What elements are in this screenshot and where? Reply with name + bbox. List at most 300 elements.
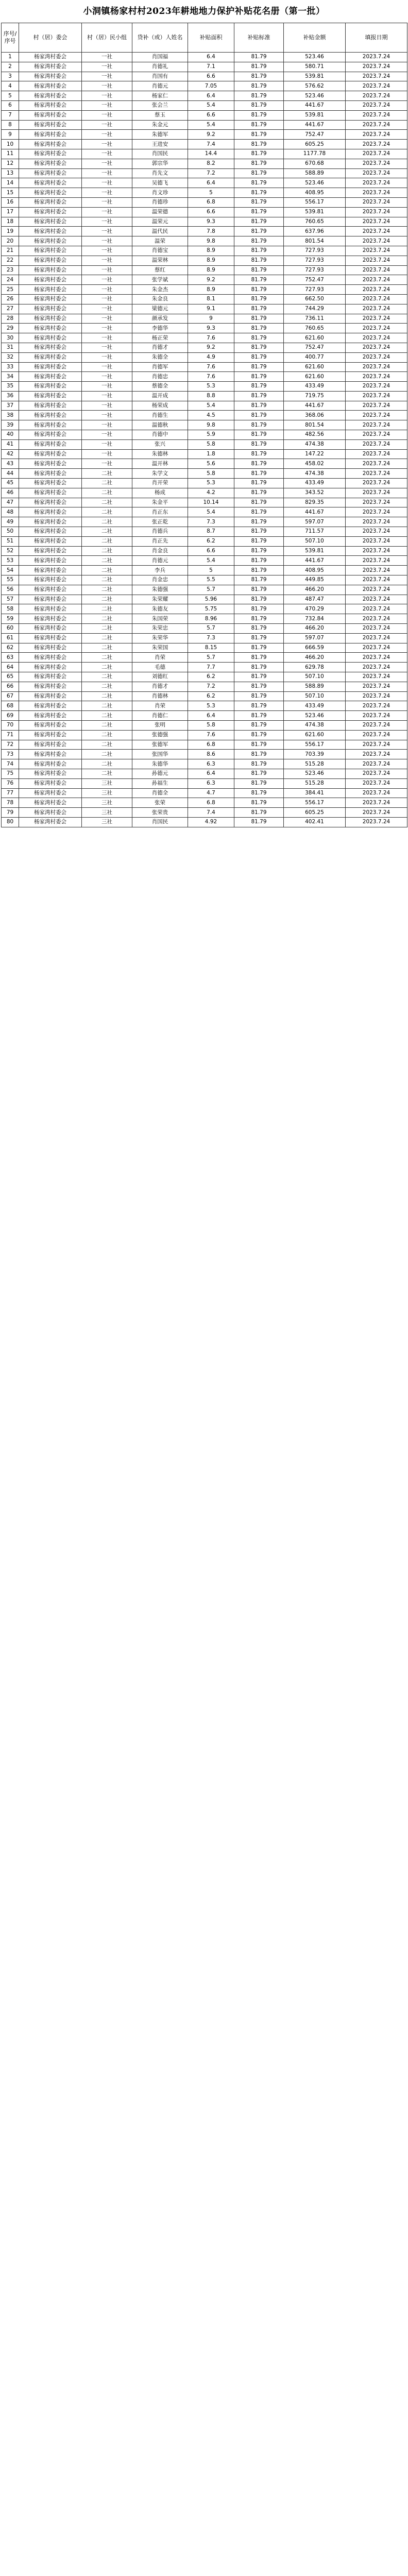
cell-village-committee: 杨家湾村委会 bbox=[19, 585, 82, 595]
cell-area: 5.7 bbox=[188, 585, 234, 595]
cell-amount: 732.84 bbox=[284, 614, 346, 624]
cell-amount: 662.50 bbox=[284, 294, 346, 304]
cell-village-committee: 杨家湾村委会 bbox=[19, 401, 82, 411]
cell-date: 2023.7.24 bbox=[346, 236, 407, 246]
cell-date: 2023.7.24 bbox=[346, 411, 407, 420]
cell-village-group: 二社 bbox=[82, 691, 132, 701]
cell-index: 64 bbox=[2, 663, 19, 672]
cell-date: 2023.7.24 bbox=[346, 769, 407, 778]
cell-village-committee: 杨家湾村委会 bbox=[19, 449, 82, 459]
cell-village-committee: 杨家湾村委会 bbox=[19, 750, 82, 759]
cell-index: 49 bbox=[2, 517, 19, 527]
cell-date: 2023.7.24 bbox=[346, 479, 407, 488]
cell-index: 79 bbox=[2, 808, 19, 818]
cell-recipient-name: 肖荣 bbox=[132, 653, 188, 663]
cell-village-committee: 杨家湾村委会 bbox=[19, 362, 82, 372]
table-row bbox=[2, 585, 407, 595]
cell-index: 58 bbox=[2, 604, 19, 614]
cell-area: 6.2 bbox=[188, 536, 234, 546]
cell-date: 2023.7.24 bbox=[346, 207, 407, 217]
cell-amount: 597.07 bbox=[284, 633, 346, 643]
document-title: 小洞镇杨家村村2023年耕地地力保护补贴花名册（第一批） bbox=[83, 6, 325, 16]
cell-recipient-name: 朱德华 bbox=[132, 759, 188, 769]
cell-amount: 433.49 bbox=[284, 479, 346, 488]
cell-index: 14 bbox=[2, 178, 19, 188]
cell-village-committee: 杨家湾村委会 bbox=[19, 604, 82, 614]
cell-recipient-name: 温开林 bbox=[132, 459, 188, 469]
cell-index: 22 bbox=[2, 256, 19, 265]
cell-amount: 539.81 bbox=[284, 546, 346, 556]
cell-area: 6.6 bbox=[188, 546, 234, 556]
cell-rate: 81.79 bbox=[234, 197, 284, 207]
cell-village-committee: 杨家湾村委会 bbox=[19, 517, 82, 527]
table-row bbox=[2, 149, 407, 159]
cell-amount: 760.65 bbox=[284, 217, 346, 227]
cell-recipient-name: 温荣德 bbox=[132, 207, 188, 217]
cell-village-group: 二社 bbox=[82, 585, 132, 595]
cell-date: 2023.7.24 bbox=[346, 265, 407, 275]
cell-date: 2023.7.24 bbox=[346, 672, 407, 682]
cell-rate: 81.79 bbox=[234, 808, 284, 818]
cell-village-committee: 杨家湾村委会 bbox=[19, 236, 82, 246]
cell-rate: 81.79 bbox=[234, 459, 284, 469]
cell-area: 5.6 bbox=[188, 459, 234, 469]
cell-amount: 736.11 bbox=[284, 314, 346, 324]
cell-village-group: 二社 bbox=[82, 595, 132, 604]
cell-amount: 539.81 bbox=[284, 72, 346, 81]
cell-index: 42 bbox=[2, 449, 19, 459]
cell-village-committee: 杨家湾村委会 bbox=[19, 527, 82, 537]
cell-date: 2023.7.24 bbox=[346, 430, 407, 440]
cell-area: 8.6 bbox=[188, 750, 234, 759]
cell-village-committee: 杨家湾村委会 bbox=[19, 159, 82, 168]
cell-amount: 576.62 bbox=[284, 81, 346, 91]
cell-date: 2023.7.24 bbox=[346, 159, 407, 168]
cell-area: 8.2 bbox=[188, 159, 234, 168]
col-header-village-committee: 村（居）委会 bbox=[19, 23, 82, 53]
cell-village-committee: 杨家湾村委会 bbox=[19, 614, 82, 624]
header-row bbox=[2, 23, 407, 53]
table-row bbox=[2, 256, 407, 265]
cell-date: 2023.7.24 bbox=[346, 614, 407, 624]
cell-date: 2023.7.24 bbox=[346, 595, 407, 604]
cell-village-committee: 杨家湾村委会 bbox=[19, 711, 82, 721]
table-row bbox=[2, 459, 407, 469]
cell-village-group: 一社 bbox=[82, 430, 132, 440]
cell-index: 70 bbox=[2, 720, 19, 730]
cell-amount: 637.96 bbox=[284, 227, 346, 236]
cell-area: 5.8 bbox=[188, 469, 234, 479]
table-row bbox=[2, 294, 407, 304]
cell-rate: 81.79 bbox=[234, 759, 284, 769]
cell-area: 7.4 bbox=[188, 140, 234, 149]
cell-date: 2023.7.24 bbox=[346, 624, 407, 634]
cell-index: 50 bbox=[2, 527, 19, 537]
cell-index: 71 bbox=[2, 730, 19, 740]
cell-recipient-name: 王进安 bbox=[132, 140, 188, 149]
cell-area: 6.8 bbox=[188, 740, 234, 750]
cell-date: 2023.7.24 bbox=[346, 420, 407, 430]
subsidy-table bbox=[1, 23, 407, 827]
cell-index: 5 bbox=[2, 91, 19, 101]
cell-rate: 81.79 bbox=[234, 352, 284, 362]
cell-area: 7.7 bbox=[188, 663, 234, 672]
document-page bbox=[0, 0, 408, 827]
cell-date: 2023.7.24 bbox=[346, 546, 407, 556]
cell-village-committee: 杨家湾村委会 bbox=[19, 546, 82, 556]
cell-village-group: 二社 bbox=[82, 672, 132, 682]
cell-village-committee: 杨家湾村委会 bbox=[19, 372, 82, 382]
cell-area: 8.8 bbox=[188, 391, 234, 401]
cell-rate: 81.79 bbox=[234, 207, 284, 217]
cell-rate: 81.79 bbox=[234, 391, 284, 401]
table-row bbox=[2, 188, 407, 198]
cell-recipient-name: 肖德才 bbox=[132, 343, 188, 352]
cell-index: 29 bbox=[2, 324, 19, 333]
cell-village-committee: 杨家湾村委会 bbox=[19, 149, 82, 159]
cell-recipient-name: 朱荣华 bbox=[132, 633, 188, 643]
cell-area: 7.3 bbox=[188, 633, 234, 643]
cell-recipient-name: 温开成 bbox=[132, 391, 188, 401]
cell-village-committee: 杨家湾村委会 bbox=[19, 411, 82, 420]
cell-rate: 81.79 bbox=[234, 633, 284, 643]
cell-area: 4.92 bbox=[188, 817, 234, 827]
cell-rate: 81.79 bbox=[234, 53, 284, 62]
cell-recipient-name: 肖德全 bbox=[132, 788, 188, 798]
cell-rate: 81.79 bbox=[234, 653, 284, 663]
table-row bbox=[2, 420, 407, 430]
cell-index: 59 bbox=[2, 614, 19, 624]
table-row bbox=[2, 411, 407, 420]
cell-recipient-name: 肖国民 bbox=[132, 817, 188, 827]
cell-area: 9.8 bbox=[188, 420, 234, 430]
cell-date: 2023.7.24 bbox=[346, 149, 407, 159]
cell-date: 2023.7.24 bbox=[346, 343, 407, 352]
cell-village-group: 一社 bbox=[82, 265, 132, 275]
cell-amount: 449.85 bbox=[284, 575, 346, 585]
cell-recipient-name: 肖国民 bbox=[132, 149, 188, 159]
cell-index: 60 bbox=[2, 624, 19, 634]
cell-index: 52 bbox=[2, 546, 19, 556]
cell-date: 2023.7.24 bbox=[346, 449, 407, 459]
cell-recipient-name: 朱学文 bbox=[132, 469, 188, 479]
cell-recipient-name: 温荣元 bbox=[132, 217, 188, 227]
cell-area: 5.3 bbox=[188, 479, 234, 488]
cell-date: 2023.7.24 bbox=[346, 53, 407, 62]
table-row bbox=[2, 479, 407, 488]
cell-amount: 760.65 bbox=[284, 324, 346, 333]
cell-village-committee: 杨家湾村委会 bbox=[19, 324, 82, 333]
cell-area: 7.4 bbox=[188, 808, 234, 818]
cell-recipient-name: 朱金杰 bbox=[132, 285, 188, 295]
cell-village-committee: 杨家湾村委会 bbox=[19, 304, 82, 314]
cell-village-group: 一社 bbox=[82, 449, 132, 459]
cell-rate: 81.79 bbox=[234, 643, 284, 653]
cell-recipient-name: 孙福生 bbox=[132, 778, 188, 788]
cell-recipient-name: 肖德生 bbox=[132, 411, 188, 420]
cell-recipient-name: 肖文珍 bbox=[132, 188, 188, 198]
cell-index: 45 bbox=[2, 479, 19, 488]
cell-village-group: 一社 bbox=[82, 100, 132, 110]
cell-village-group: 一社 bbox=[82, 401, 132, 411]
cell-rate: 81.79 bbox=[234, 362, 284, 372]
cell-date: 2023.7.24 bbox=[346, 798, 407, 808]
cell-amount: 507.10 bbox=[284, 536, 346, 546]
cell-village-group: 二社 bbox=[82, 701, 132, 711]
cell-rate: 81.79 bbox=[234, 672, 284, 682]
cell-recipient-name: 张德强 bbox=[132, 730, 188, 740]
cell-village-committee: 杨家湾村委会 bbox=[19, 246, 82, 256]
cell-rate: 81.79 bbox=[234, 720, 284, 730]
cell-village-committee: 杨家湾村委会 bbox=[19, 566, 82, 575]
table-row bbox=[2, 140, 407, 149]
cell-date: 2023.7.24 bbox=[346, 604, 407, 614]
cell-amount: 458.02 bbox=[284, 459, 346, 469]
table-row bbox=[2, 730, 407, 740]
cell-village-group: 二社 bbox=[82, 643, 132, 653]
cell-recipient-name: 朱德全 bbox=[132, 352, 188, 362]
cell-recipient-name: 吴德飞 bbox=[132, 178, 188, 188]
cell-date: 2023.7.24 bbox=[346, 701, 407, 711]
table-row bbox=[2, 120, 407, 130]
cell-recipient-name: 朱德林 bbox=[132, 449, 188, 459]
cell-amount: 556.17 bbox=[284, 740, 346, 750]
cell-village-group: 二社 bbox=[82, 469, 132, 479]
cell-amount: 666.59 bbox=[284, 643, 346, 653]
cell-date: 2023.7.24 bbox=[346, 391, 407, 401]
table-row bbox=[2, 304, 407, 314]
cell-amount: 400.77 bbox=[284, 352, 346, 362]
cell-recipient-name: 肖德忠 bbox=[132, 372, 188, 382]
cell-village-group: 二社 bbox=[82, 711, 132, 721]
cell-rate: 81.79 bbox=[234, 130, 284, 140]
cell-amount: 408.95 bbox=[284, 566, 346, 575]
cell-rate: 81.79 bbox=[234, 527, 284, 537]
table-row bbox=[2, 759, 407, 769]
cell-amount: 539.81 bbox=[284, 110, 346, 120]
cell-recipient-name: 朱金良 bbox=[132, 294, 188, 304]
cell-recipient-name: 朱德强 bbox=[132, 585, 188, 595]
cell-recipient-name: 蔡德全 bbox=[132, 382, 188, 392]
cell-date: 2023.7.24 bbox=[346, 750, 407, 759]
cell-village-group: 一社 bbox=[82, 372, 132, 382]
cell-rate: 81.79 bbox=[234, 701, 284, 711]
cell-rate: 81.79 bbox=[234, 507, 284, 517]
cell-village-group: 二社 bbox=[82, 769, 132, 778]
cell-date: 2023.7.24 bbox=[346, 439, 407, 449]
cell-amount: 466.20 bbox=[284, 653, 346, 663]
cell-date: 2023.7.24 bbox=[346, 333, 407, 343]
cell-rate: 81.79 bbox=[234, 304, 284, 314]
cell-index: 63 bbox=[2, 653, 19, 663]
cell-index: 66 bbox=[2, 682, 19, 691]
cell-village-group: 一社 bbox=[82, 333, 132, 343]
cell-rate: 81.79 bbox=[234, 517, 284, 527]
cell-area: 5.7 bbox=[188, 653, 234, 663]
cell-village-group: 一社 bbox=[82, 140, 132, 149]
cell-village-committee: 杨家湾村委会 bbox=[19, 459, 82, 469]
cell-recipient-name: 温荣林 bbox=[132, 256, 188, 265]
cell-village-committee: 杨家湾村委会 bbox=[19, 778, 82, 788]
table-row bbox=[2, 711, 407, 721]
cell-date: 2023.7.24 bbox=[346, 682, 407, 691]
cell-rate: 81.79 bbox=[234, 149, 284, 159]
cell-recipient-name: 肖德元 bbox=[132, 556, 188, 566]
table-row bbox=[2, 285, 407, 295]
cell-date: 2023.7.24 bbox=[346, 285, 407, 295]
cell-area: 6.8 bbox=[188, 798, 234, 808]
cell-index: 51 bbox=[2, 536, 19, 546]
cell-recipient-name: 李兵 bbox=[132, 566, 188, 575]
cell-recipient-name: 颜承发 bbox=[132, 314, 188, 324]
cell-index: 24 bbox=[2, 275, 19, 285]
cell-recipient-name: 朱金元 bbox=[132, 120, 188, 130]
cell-amount: 719.75 bbox=[284, 391, 346, 401]
cell-index: 21 bbox=[2, 246, 19, 256]
cell-recipient-name: 毛德 bbox=[132, 663, 188, 672]
cell-amount: 470.29 bbox=[284, 604, 346, 614]
cell-rate: 81.79 bbox=[234, 91, 284, 101]
cell-recipient-name: 肖德兵 bbox=[132, 527, 188, 537]
col-header-rate: 补贴标准 bbox=[234, 23, 284, 53]
cell-rate: 81.79 bbox=[234, 265, 284, 275]
cell-index: 1 bbox=[2, 53, 19, 62]
cell-village-group: 二社 bbox=[82, 759, 132, 769]
cell-village-group: 二社 bbox=[82, 517, 132, 527]
cell-index: 28 bbox=[2, 314, 19, 324]
cell-recipient-name: 刘德红 bbox=[132, 672, 188, 682]
cell-amount: 801.54 bbox=[284, 420, 346, 430]
cell-village-committee: 杨家湾村委会 bbox=[19, 759, 82, 769]
cell-date: 2023.7.24 bbox=[346, 178, 407, 188]
cell-recipient-name: 张兴 bbox=[132, 439, 188, 449]
cell-recipient-name: 肖先文 bbox=[132, 168, 188, 178]
cell-date: 2023.7.24 bbox=[346, 536, 407, 546]
cell-date: 2023.7.24 bbox=[346, 691, 407, 701]
cell-date: 2023.7.24 bbox=[346, 246, 407, 256]
cell-index: 20 bbox=[2, 236, 19, 246]
cell-village-group: 二社 bbox=[82, 498, 132, 507]
cell-amount: 147.22 bbox=[284, 449, 346, 459]
cell-amount: 408.95 bbox=[284, 188, 346, 198]
cell-village-committee: 杨家湾村委会 bbox=[19, 498, 82, 507]
col-header-area: 补贴面积 bbox=[188, 23, 234, 53]
cell-area: 10.14 bbox=[188, 498, 234, 507]
cell-rate: 81.79 bbox=[234, 343, 284, 352]
cell-area: 7.6 bbox=[188, 333, 234, 343]
cell-index: 46 bbox=[2, 488, 19, 498]
cell-rate: 81.79 bbox=[234, 488, 284, 498]
col-header-amount: 补贴金额 bbox=[284, 23, 346, 53]
table-row bbox=[2, 62, 407, 72]
cell-amount: 629.78 bbox=[284, 663, 346, 672]
cell-rate: 81.79 bbox=[234, 498, 284, 507]
table-row bbox=[2, 197, 407, 207]
cell-date: 2023.7.24 bbox=[346, 740, 407, 750]
cell-recipient-name: 肖金良 bbox=[132, 546, 188, 556]
cell-village-committee: 杨家湾村委会 bbox=[19, 120, 82, 130]
cell-amount: 829.35 bbox=[284, 498, 346, 507]
cell-rate: 81.79 bbox=[234, 682, 284, 691]
cell-rate: 81.79 bbox=[234, 566, 284, 575]
table-row bbox=[2, 314, 407, 324]
table-row bbox=[2, 604, 407, 614]
cell-village-committee: 杨家湾村委会 bbox=[19, 227, 82, 236]
cell-amount: 466.20 bbox=[284, 624, 346, 634]
cell-village-group: 一社 bbox=[82, 459, 132, 469]
cell-area: 4.9 bbox=[188, 352, 234, 362]
cell-index: 75 bbox=[2, 769, 19, 778]
cell-index: 67 bbox=[2, 691, 19, 701]
table-row bbox=[2, 449, 407, 459]
cell-recipient-name: 温荣 bbox=[132, 236, 188, 246]
cell-area: 6.4 bbox=[188, 711, 234, 721]
cell-index: 11 bbox=[2, 149, 19, 159]
cell-amount: 597.07 bbox=[284, 517, 346, 527]
table-body bbox=[2, 53, 407, 827]
cell-date: 2023.7.24 bbox=[346, 197, 407, 207]
cell-village-group: 一社 bbox=[82, 188, 132, 198]
table-row bbox=[2, 701, 407, 711]
cell-village-committee: 杨家湾村委会 bbox=[19, 479, 82, 488]
cell-area: 6.3 bbox=[188, 778, 234, 788]
cell-village-committee: 杨家湾村委会 bbox=[19, 81, 82, 91]
cell-area: 5.8 bbox=[188, 720, 234, 730]
cell-recipient-name: 梁德元 bbox=[132, 304, 188, 314]
table-row bbox=[2, 265, 407, 275]
cell-village-committee: 杨家湾村委会 bbox=[19, 672, 82, 682]
cell-amount: 441.67 bbox=[284, 120, 346, 130]
cell-village-committee: 杨家湾村委会 bbox=[19, 168, 82, 178]
cell-recipient-name: 肖荣 bbox=[132, 701, 188, 711]
cell-village-group: 一社 bbox=[82, 411, 132, 420]
cell-index: 41 bbox=[2, 439, 19, 449]
cell-amount: 588.89 bbox=[284, 682, 346, 691]
cell-area: 6.4 bbox=[188, 769, 234, 778]
cell-village-group: 一社 bbox=[82, 382, 132, 392]
cell-date: 2023.7.24 bbox=[346, 575, 407, 585]
cell-area: 7.2 bbox=[188, 682, 234, 691]
cell-date: 2023.7.24 bbox=[346, 643, 407, 653]
table-row bbox=[2, 498, 407, 507]
cell-rate: 81.79 bbox=[234, 691, 284, 701]
cell-area: 6.3 bbox=[188, 759, 234, 769]
table-row bbox=[2, 130, 407, 140]
cell-village-committee: 杨家湾村委会 bbox=[19, 808, 82, 818]
cell-village-group: 一社 bbox=[82, 217, 132, 227]
cell-rate: 81.79 bbox=[234, 236, 284, 246]
cell-village-committee: 杨家湾村委会 bbox=[19, 624, 82, 634]
table-row bbox=[2, 246, 407, 256]
table-row bbox=[2, 178, 407, 188]
cell-village-committee: 杨家湾村委会 bbox=[19, 100, 82, 110]
table-row bbox=[2, 362, 407, 372]
cell-area: 9.8 bbox=[188, 236, 234, 246]
cell-village-committee: 杨家湾村委会 bbox=[19, 72, 82, 81]
cell-index: 32 bbox=[2, 352, 19, 362]
cell-amount: 523.46 bbox=[284, 178, 346, 188]
table-row bbox=[2, 817, 407, 827]
cell-index: 30 bbox=[2, 333, 19, 343]
cell-amount: 384.41 bbox=[284, 788, 346, 798]
cell-village-committee: 杨家湾村委会 bbox=[19, 382, 82, 392]
cell-date: 2023.7.24 bbox=[346, 633, 407, 643]
cell-index: 37 bbox=[2, 401, 19, 411]
cell-recipient-name: 肖正东 bbox=[132, 507, 188, 517]
cell-area: 5.3 bbox=[188, 701, 234, 711]
cell-recipient-name: 温代民 bbox=[132, 227, 188, 236]
cell-recipient-name: 肖国福 bbox=[132, 53, 188, 62]
